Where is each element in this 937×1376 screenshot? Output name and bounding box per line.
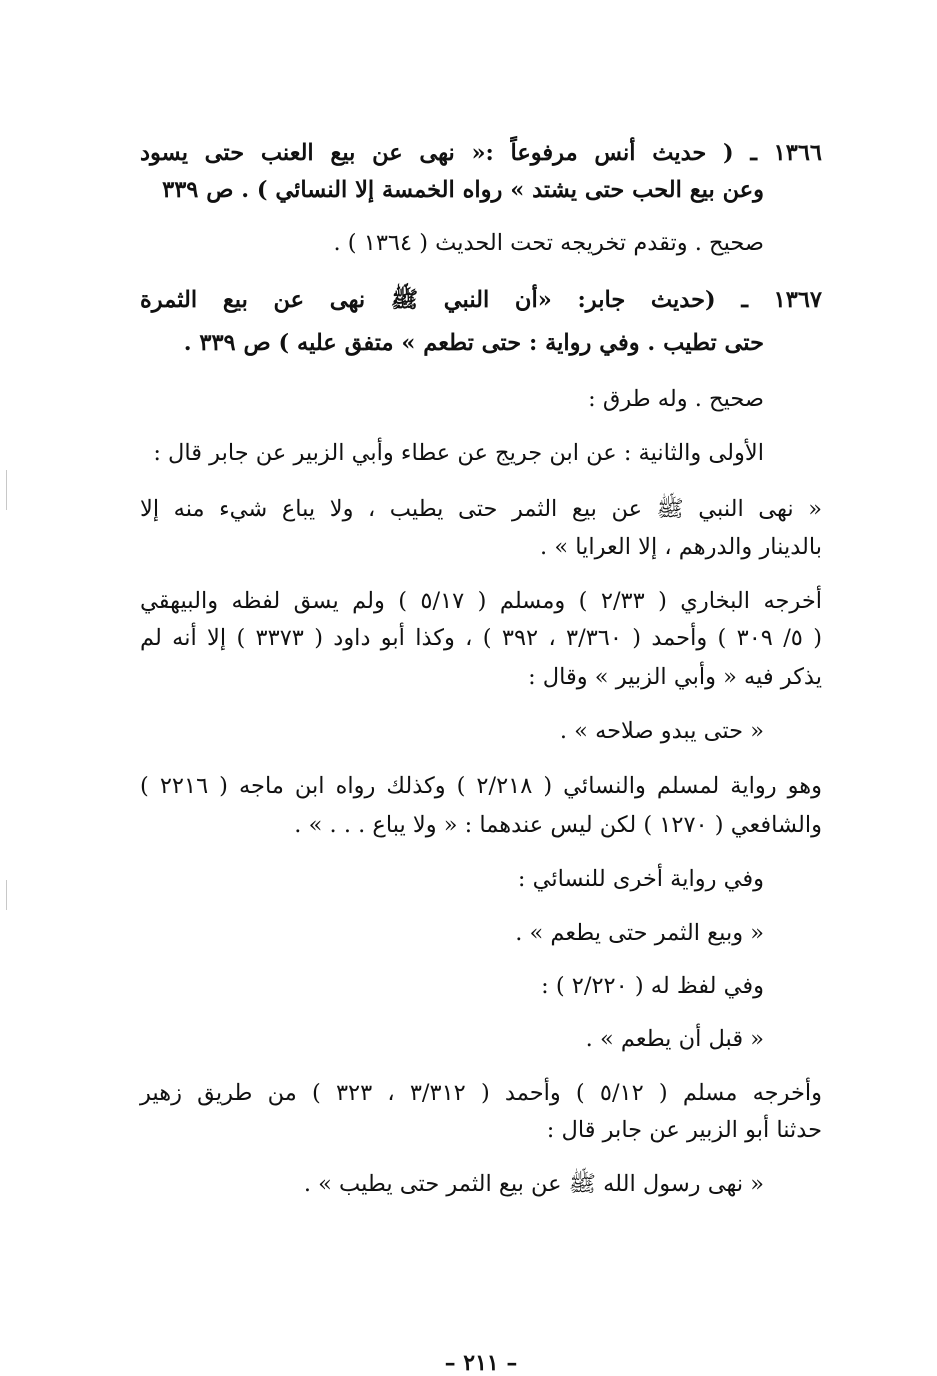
document-page [140,118,822,1376]
text-line-hadith-1367: ١٣٦٧ ـ (حديث جابر: «أن النبي ﷺ نهى عن بيع الثمرة [140,287,822,313]
scan-edge-mark [6,470,7,510]
text-line: وهو رواية لمسلم والنسائي ( ٢/٢١٨ ) وكذلك رواه ابن ماجه ( ٢٢١٦ ) [140,773,822,799]
text-line: وفي رواية أخرى للنسائي : [517,866,764,892]
text-line: بالدينار والدرهم ، إلا العرايا » . [540,534,822,560]
text-line: وأخرجه مسلم ( ٥/١٢ ) وأحمد ( ٣/٣١٢ ، ٣٢٣ ) من طريق زهير [140,1080,822,1106]
text-line: « حتى يبدو صلاحه » . [559,718,764,744]
text-line: وفي لفظ له ( ٢/٢٢٠ ) : [541,973,764,999]
text-line-hadith-1366: ١٣٦٦ ـ ( حديث أنس مرفوعاً :« نهى عن بيع العنب حتى يسود [140,140,822,166]
text-line: والشافعي ( ١٢٧٠ ) لكن ليس عندهما : « ولا يباع . . . » . [294,812,822,838]
text-line: ( ٥/ ٣٠٩ ) وأحمد ( ٣/٣٦٠ ، ٣٩٢ ) ، وكذا أبو داود ( ٣٣٧٣ ) إلا أنه لم [140,625,822,651]
text-line: « وبيع الثمر حتى يطعم » . [515,920,764,946]
text-line-grading: صحيح . وتقدم تخريجه تحت الحديث ( ١٣٦٤ ) . [333,230,764,256]
page-number: – ٢١١ – [444,1350,518,1376]
scan-edge-mark [6,880,7,910]
text-line: حدثنا أبو الزبير عن جابر قال : [546,1117,822,1143]
text-line: الأولى والثانية : عن ابن جريج عن عطاء وأبي الزبير عن جابر قال : [153,440,764,466]
text-line: « قبل أن يطعم » . [585,1026,764,1052]
text-line: « نهى النبي ﷺ عن بيع الثمر حتى يطيب ، ولا يباع شيء منه إلا [140,496,822,522]
text-line: أخرجه البخاري ( ٢/٣٣ ) ومسلم ( ٥/١٧ ) ولم يسق لفظه والبيهقي [140,588,822,614]
text-line: حتى تطيب . وفي رواية : حتى تطعم » متفق عليه ) ص ٣٣٩ . [183,330,764,356]
text-line-grading: صحيح . وله طرق : [588,386,764,412]
text-line: وعن بيع الحب حتى يشتد » رواه الخمسة إلا النسائي ) . ص ٣٣٩ [162,177,764,203]
text-line: يذكر فيه « وأبي الزبير » وقال : [528,664,822,690]
text-line: « نهى رسول الله ﷺ عن بيع الثمر حتى يطيب » . [303,1171,764,1197]
